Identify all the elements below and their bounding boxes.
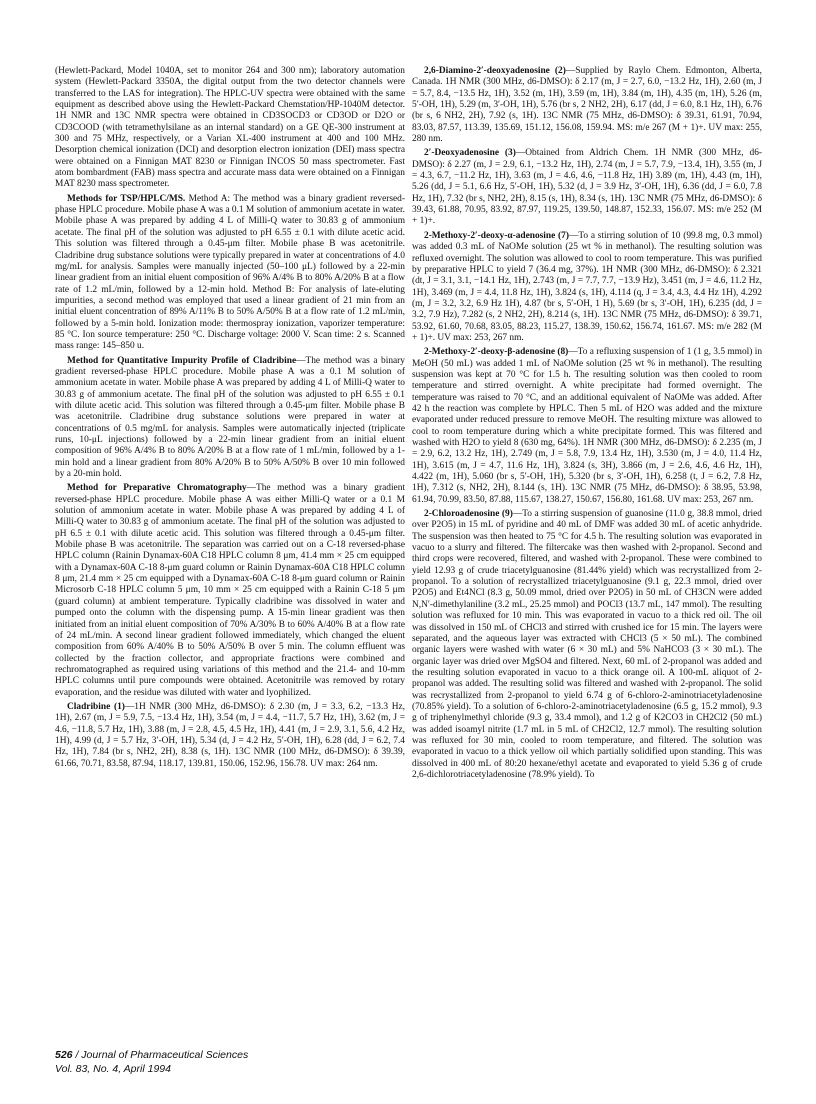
section-heading: Method for Preparative Chromatography xyxy=(67,483,247,494)
compound-heading: 2-Chloroadenosine (9) xyxy=(424,509,513,520)
paragraph-diaminodeoxyadenosine: 2,6-Diamino-2′-deoxyadenosine (2)—Supplied by Raylo Chem. Edmonton, Alberta, Canada. 1H NMR (300 MHz, d6-DMSO): δ 2.17 (m, J = 2.7, 6.0, −13.2 Hz, 1H), 2.60 (m, J = 5.7, 8.4, −13.5 Hz, 1H), 3.52 (m, 1H), 3.59 (m, 1H), 3.84 (m, 1H), 4.35 (m, 1H), 5.26 (m, 5′-OH, 1H), 5.29 (m, 3′-OH, 1H), 5.76 (br s, 2 NH2, 2H), 6.17 (dd, J = 6.0, 8.1 Hz, 1H), 6.76 (br s, 6 NH2, 2H), 7.92 (s, 1H). 13C NMR (75 MHz, d6-DMSO): δ 39.31, 61.91, 70.94, 83.03, 87.57, 113.39, 135.69, 151.12, 156.08, 159.94. MS: m/e 267 (M + 1)+. UV max: 255, 280 nm. xyxy=(412,66,763,145)
footer-line-journal xyxy=(55,1048,248,1062)
paragraph-methoxy-alpha: 2-Methoxy-2′-deoxy-α-adenosine (7)—To a stirring solution of 10 (99.8 mg, 0.3 mmol) was added 0.3 mL of NaOMe solution (25 wt % in methanol). The resulting solution was refluxed overnight. The solution was allowed to cool to room temperature. This was purified by preparative HPLC to yield 7 (36.4 mg, 37%). 1H NMR (300 MHz, d6-DMSO): δ 2.321 (dt, J = 3.1, 3.1, −14.1 Hz, 1H), 2.743 (m, J = 7.7, 7.7, −13.9 Hz), 3.451 (m, J = 4.6, 11.2 Hz, 1H), 3.469 (m, J = 4.4, 11.8 Hz, 1H), 3.824 (s, 1H), 4.114 (q, J = 3.4, 4.3, 4.4 Hz 1H), 4.292 (m, J = 3.2, 3.2, 6.9 Hz 1H), 4.87 (br s, 5′-OH, 1 H), 5.69 (br s, 3′-OH, 1H), 6.235 (dd, J = 3.2, 7.9 Hz), 7.282 (s, 2 NH2, 2H), 8.214 (s, 1H). 13C NMR (75 MHz, d6-DMSO): δ 39.71, 53.92, 61.60, 70.68, 83.05, 88.23, 115.27, 138.39, 150.62, 156.74, 161.67. MS: m/e 282 (M + 1)+. UV max: 253, 267 nm. xyxy=(412,230,762,343)
page-footer xyxy=(55,1048,248,1076)
paragraph-methoxy-beta: 2-Methoxy-2′-deoxy-β-adenosine (8)—To a refluxing suspension of 1 (1 g, 3.5 mmol) in MeOH (50 mL) was added 1 mL of NaOMe solution (25 wt % in methanol). The resulting suspension was kept at 70 °C for 1.5 h. The resulting solution was then cooled to room temperature and stirred overnight. A white precipitate had formed overnight. The temperature was raised to 70 °C, and an additional equivalent of NaOMe was added. After 42 h the reaction was complete by HPLC. Then 5 mL of H2O was added and the mixture evaporated under reduced pressure to remove MeOH. The resulting mixture was allowed to cool to room temperature during which a white precipitate formed. This was filtered and washed with H2O to yield 8 (630 mg, 64%). 1H NMR (300 MHz, d6-DMSO): δ 2.235 (m, J = 2.9, 6.2, 13.2 Hz, 1H), 2.749 (m, J = 5.8, 7.9, 13.4 Hz, 1H), 3.530 (m, J = 4.0, 11.4 Hz, 1H), 3.615 (m, J = 4.7, 11.6 Hz, 1H), 3.824 (s, 3H), 3.866 (m, J = 2.6, 4.6, 4.6 Hz, 1H), 4.422 (m, 1H), 5.060 (br s, 5′-OH, 1H), 5.320 (br s, 3′-OH, 1H), 6.258 (t, J = 6.2, 7.8 Hz, 1H), 7.312 (s, NH2, 2H), 8.144 (s, 1H). 13C NMR (75 MHz, d6-DMSO): δ 38.95, 53.98, 61.94, 70.99, 83.50, 87.88, 115.67, 138.27, 150.67, 156.80, 161.68. UV max: 253, 267 nm. xyxy=(412,347,763,505)
page-number: 526 xyxy=(55,1049,73,1061)
footer-line-volume: Vol. 83, No. 4, April 1994 xyxy=(55,1063,171,1075)
section-heading: Method for Quantitative Impurity Profile of Cladribine xyxy=(67,355,297,366)
compound-heading: 2,6-Diamino-2′-deoxyadenosine (2) xyxy=(424,66,566,76)
paragraph-chloroadenosine: 2-Chloroadenosine (9)—To a stirring suspension of guanosine (11.0 g, 38.8 mmol, dried over P2O5) in 15 mL of pyridine and 40 mL of DMF was added 30 mL of acetic anhydride. The suspension was then heated to 75 °C for 4.5 h. The resulting solution was evaporated in vacuo to a slurry and filtered. The filtercake was then washed with 2-propanol. Second and third crops were recovered, filtered, and washed with 2-propanol. These were combined to yield 12.93 g of crude triacetylguanosine (81.44% yield) which was recrystallized from 2-propanol. To a solution of recrystallized triacetylguanosine (9.1 g, 22.3 mmol, dried over P2O5) and Et4NCl (8.3 g, 50.09 mmol, dried over P2O5) in 50 mL of CH3CN were added N,N′-dimethylaniline (3.2 mL, 25.25 mmol) and POCl3 (13.7 mL, 147 mmol). The resulting solution was refluxed for 10 min. This was evaporated in vacuo to a thick red oil. The oil was dissolved in 150 mL of CHCl3 and stirred with crushed ice for 15 min. The layers were separated, and the aqueous layer was extracted with CHCl3 (5 × 50 mL). The combined organic layers were washed with water (6 × 30 mL) and 5% NaHCO3 (3 × 30 mL). The organic layer was dried over MgSO4 and filtered. Next, 60 mL of 2-propanol was added and the resulting solution evaporated in vacuo to a thick orange oil. A 100-mL aliquot of 2-propanol was added. The resulting solid was filtered and washed with 2-propanol. The solid was recrystallized from 2-propanol to yield 6.74 g of 6-chloro-2-aminotriacetyladenosine (70.85% yield). To a solution of 6-chloro-2-aminotriacetyladenosine (6.5 g, 15.2 mmol), 9.3 g of triphenylmethyl chloride (9.3 g, 33.4 mmol), and 1.2 g of K2CO3 in CH2Cl2 (50 mL) was added isoamyl nitrite (1.7 mL in 5 mL of CH2Cl2, 12.7 mmol). The resulting solution was refluxed for 30 min, cooled to room temperature, and filtered. The solution was evaporated in vacuo to a thick yellow oil which partially solidified upon standing. This was dissolved in 400 mL of 80:20 hexane/ethyl acetate and evaporated to yield 5.36 g of crude 2,6-dichlorotriacetyladenosine (78.9% yield). To xyxy=(412,509,762,780)
journal-name: / Journal of Pharmaceutical Sciences xyxy=(72,1049,249,1061)
left-column xyxy=(55,66,405,770)
compound-heading: 2-Methoxy-2′-deoxy-β-adenosine (8) xyxy=(424,347,569,358)
compound-heading: Cladribine (1) xyxy=(67,701,125,712)
paragraph-preparative-chromatography: Method for Preparative Chromatography—The method was a binary gradient reversed-phase HPLC procedure. Mobile phase A was either Milli-Q water or a 0.1 M solution of ammonium acetate in water. Mobile phase A was prepared by adding 4 L of Milli-Q water to 30.83 g of ammonium acetate. The final pH of the solution was adjusted to pH 6.5 ± 0.1 with dilute acetic acid. This solution was filtered through a 0.45-μm filter. Mobile phase B was acetonitrile. The separation was carried out on a C-18 reversed-phase HPLC column (Rainin Dynamax-60A C18 HPLC column 8 μm, 41.4 mm × 25 cm equipped with a Dynamax-60A C-18 8-μm guard column or Rainin Dynamax-60A C18 HPLC column 8 μm, 21.4 mm × 25 cm equipped with a Dynamax-60A C-18 8-μm guard column or Rainin Microsorb C-18 HPLC column 5 μm, 10 mm × 25 cm equipped with a Rainin C-18 5 μm (guard column) at ambient temperature. Typically cladribine was dissolved in water and pumped onto the column with the dispensing pump. A 15-min linear gradient was then initiated from an initial eluent composition of 70% A/30% B to 60% A/40% B at a flow rate of 24 mL/min. A second linear gradient followed immediately, which changed the eluent composition from 60% A/40% B to 50% A/50% B over 5 min. The column effluent was collected by the fraction collector, and appropriate fractions were combined and rechromatographed as required using variations of this method and the 21.4- and 10-mm HPLC columns until pure compounds were obtained. Acetonitrile was removed by rotary evaporation, and the residue was diluted with water and lyophilized. xyxy=(55,483,406,698)
section-heading: Methods for TSP/HPLC/MS. xyxy=(67,193,186,204)
paragraph-deoxyadenosine: 2′-Deoxyadenosine (3)—Obtained from Aldrich Chem. 1H NMR (300 MHz, d6-DMSO): δ 2.27 (m, J = 2.9, 6.1, −13.2 Hz, 1H), 2.74 (m, J = 5.7, 7.9, −13.4, 1H), 3.55 (m, J = 4.3, 6.7, −11.2 Hz, 1H), 3.63 (m, J = 4.6, 4.6, −11.8 Hz, 1H) 3.89 (m, 1H), 4.43 (m, 1H), 5.26 (dd, J = 5.1, 6.6 Hz, 5′-OH, 1H), 5.32 (d, J = 3.9 Hz, 3′-OH, 1H), 6.36 (dd, J = 6.0, 7.8 Hz, 1H), 7.32 (br s, NH2, 2H), 8.15 (s, 1H), 8.34 (s, 1H). 13C NMR (75 MHz, d6-DMSO): δ 39.43, 61.88, 70.95, 83.92, 87.97, 119.25, 139.50, 148.87, 152.33, 156.07. MS: m/e 252 (M + 1)+. xyxy=(412,148,762,227)
paragraph-cladribine: Cladribine (1)—1H NMR (300 MHz, d6-DMSO): δ 2.30 (m, J = 3.3, 6.2, −13.3 Hz, 1H), 2.67 (m, J = 5.9, 7.5, −13.4 Hz, 1H), 3.54 (m, J = 4.4, −11.7, 5.7 Hz, 1H), 3.62 (m, J = 4.6, −11.8, 5.7 Hz, 1H), 3.88 (m, J = 2.8, 4.5, 4.5 Hz, 1H), 4.41 (m, J = 2.9, 3.1, 5.6, 4.2 Hz, 1H), 4.99 (d, J = 5.7 Hz, 3′-OH, 1H), 5.34 (d, J = 4.2 Hz, 5′-OH, 1H), 6.28 (dd, J = 6.2, 7.4 Hz, 1H), 7.84 (br s, NH2, 2H), 8.38 (s, 1H). 13C NMR (100 MHz, d6-DMSO): δ 39.39, 61.66, 70.71, 83.58, 87.94, 118.17, 139.81, 150.06, 152.96, 156.78. UV max: 264 nm. xyxy=(55,701,405,769)
compound-heading: 2-Methoxy-2′-deoxy-α-adenosine (7) xyxy=(424,230,569,241)
paragraph-impurity-profile: Method for Quantitative Impurity Profile of Cladribine—The method was a binary gradient reversed-phase HPLC procedure. Mobile phase A was a 0.1 M solution of ammonium acetate in water. Mobile phase A was prepared by adding 4 L of Milli-Q water to 30.83 g of ammonium acetate. The final pH of the solution was adjusted to pH 6.55 ± 0.1 with dilute acetic acid. This solution was filtered through a 0.45-μm filter. Mobile phase B was acetonitrile. Cladribine drug substance solutions were prepared in water at concentrations of 0.5 mg/mL for analysis. Samples were automatically injected (triplicate runs, 10-μL injections) followed by a 22-min linear gradient from an initial eluent composition of 96% A/4% B to 80% A/20% B at a flow rate of 1 mL/min, followed by a 1-min hold and a linear gradient from 80% A/20% B to 50% A/50% B over 10 min followed by a 20-min hold. xyxy=(55,355,405,480)
paragraph-instrumentation: (Hewlett-Packard, Model 1040A, set to monitor 264 and 300 nm); laboratory automation system (Hewlett-Packard 3350A, the digital output from the two detector channels were transferred to the LAS for integration). The HPLC-UV spectra were obtained with the same equipment as described above using the Hewlett-Packard Chemstation/HP-1040M detector. 1H NMR and 13C NMR spectra were obtained in CD3SOCD3 or CD3OD or D2O or CD3COOD (with tetramethylsilane as an internal standard) on a GE QE-300 instrument at 300 and 75 MHz, respectively, or a Varian XL-400 instrument at 400 and 100 MHz. Desorption chemical ionization (DCI) and desorption electron ionization (DEI) mass spectra were obtained on a Finnigan MAT 8230 or Finnigan INCOS 50 mass spectrometer. Fast atom bombardment (FAB) mass spectra and accurate mass data were obtained on a Finnigan MAT 8230 mass spectrometer. xyxy=(55,66,405,190)
paragraph-methods-tsp: Methods for TSP/HPLC/MS. Method A: The method was a binary gradient reversed-phase HPLC procedure. Mobile phase A was a 0.1 M solution of ammonium acetate in water. Mobile phase A was prepared by adding 4 L of Milli-Q water to 30.83 g of ammonium acetate. The final pH of the solution was adjusted to pH 6.55 ± 0.1 with dilute acetic acid. This solution was filtered through a 0.45-μm filter. Mobile phase B was acetonitrile. Cladribine drug substance solutions were typically prepared in water at concentrations of 4.0 mg/mL for analysis. Samples were manually injected (50–100 μL) followed by a 22-min linear gradient from an initial eluent composition of 96% A/4% B to 80% A/20% B at a flow rate of 1.2 mL/min, followed by a 12-min hold. Method B: For analysis of late-eluting impurities, a second method was employed that used a linear gradient of 21 min from an initial eluent concentration of 89% A/11% B to 50% A/50% B at a flow rate of 1.2 mL/min, followed by a 5-min hold. Ionization mode: thermospray ionization, vaporizer temperature: 85 °C. Ion source temperature: 250 °C. Discharge voltage: 2000 V. Scan time: 2 s. Scanned mass range: 145–850 u. xyxy=(55,193,405,352)
compound-heading: 2′-Deoxyadenosine (3) xyxy=(424,148,516,159)
right-column xyxy=(412,66,762,781)
